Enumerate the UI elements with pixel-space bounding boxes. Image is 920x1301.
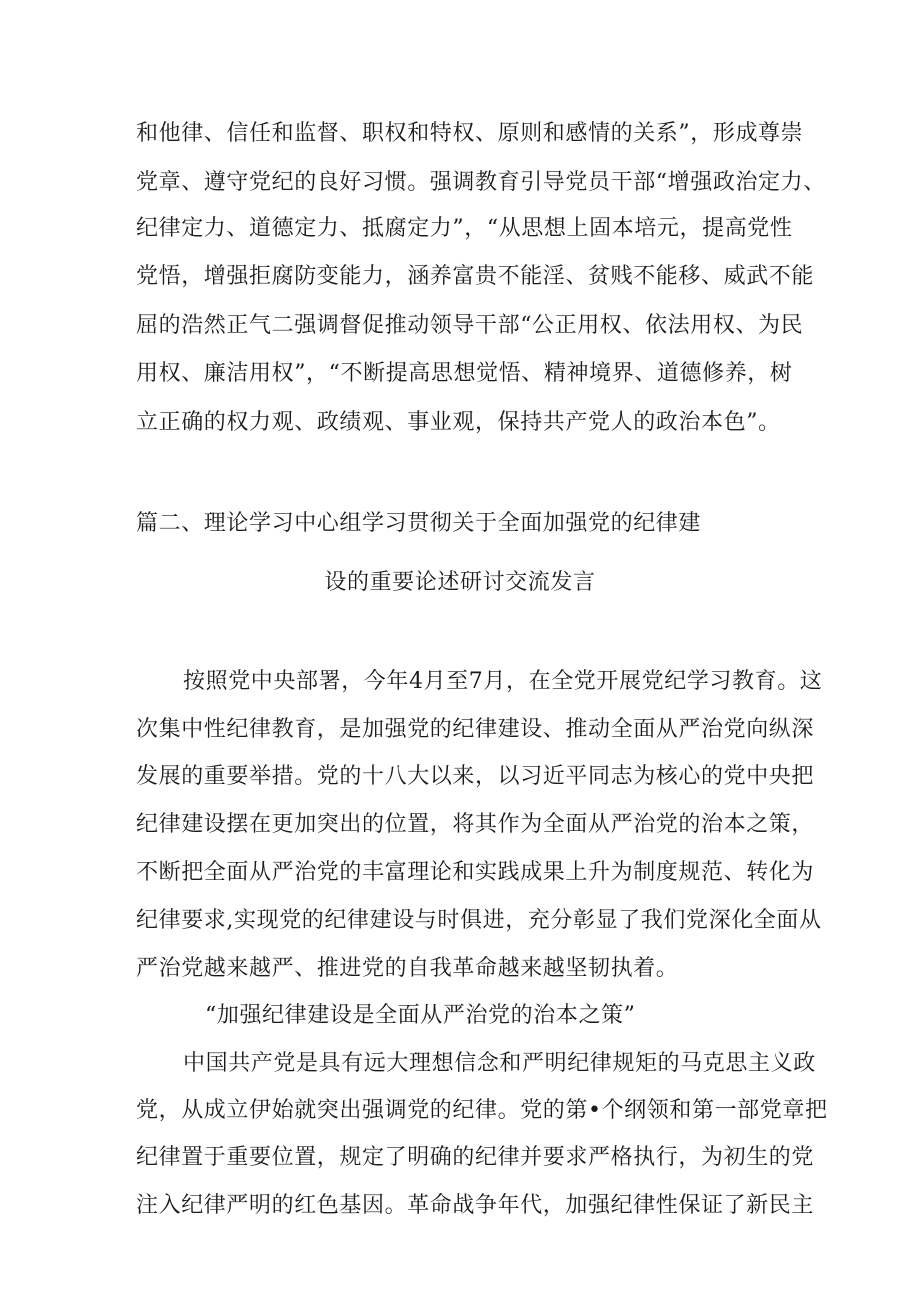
text-line: 严治党越来越严、推进党的自我革命越来越坚韧执着。: [136, 956, 679, 981]
text-line: 和他律、信任和监督、职权和特权、原则和感情的关系”，形成尊崇: [136, 121, 804, 146]
subheading: “加强纪律建设是全面从严治党的治本之策”: [205, 1003, 636, 1028]
section-title-continued: 设的重要论述研讨交流发言: [324, 570, 596, 595]
text-line: 不断把全面从严治党的丰富理论和实践成果上升为制度规范、转化为: [136, 860, 815, 885]
text-line: 注入纪律严明的红色基因。革命战争年代，加强纪律性保证了新民主: [136, 1193, 815, 1218]
section-title: 篇二、理论学习中心组学习贯彻关于全面加强党的纪律建: [136, 511, 702, 536]
text-line: 发展的重要举措。党的十八大以来，以习近平同志为核心的党中央把: [136, 764, 815, 789]
text-line: 纪律要求,实现党的纪律建设与时俱进，充分彰显了我们党深化全面从: [136, 908, 822, 933]
text-line: 用权、廉洁用权”，“不断提高思想觉悟、精神境界、道德修养，树: [136, 361, 793, 386]
text-line: 党章、遵守党纪的良好习惯。强调教育引导党员干部“增强政治定力、: [136, 170, 826, 195]
text-line: 按照党中央部署，今年4月至7月，在全党开展党纪学习教育。这: [183, 669, 823, 694]
text-line: 纪律建设摆在更加突出的位置，将其作为全面从严治党的治本之策，: [136, 812, 815, 837]
text-line: 立正确的权力观、政绩观、事业观，保持共产党人的政治本色”。: [136, 410, 781, 435]
text-line: 纪律置于重要位置，规定了明确的纪律并要求严格执行，为初生的党: [136, 1145, 815, 1170]
text-line: 次集中性纪律教育，是加强党的纪律建设、推动全面从严治党向纵深: [136, 717, 815, 742]
text-line: 党悟，增强拒腐防变能力，涵养富贵不能淫、贫贱不能移、威武不能: [136, 264, 815, 289]
text-line: 纪律定力、道德定力、抵腐定力”，“从思想上固本培元，提高党性: [136, 216, 793, 241]
text-line: 屈的浩然正气二强调督促推动领导干部“公正用权、依法用权、为民: [136, 313, 804, 338]
text-line: 党，从成立伊始就突出强调党的纪律。党的第•个纲领和第一部党章把: [136, 1098, 828, 1123]
text-line: 中国共产党是具有远大理想信念和严明纪律规矩的马克思主义政: [183, 1051, 816, 1076]
